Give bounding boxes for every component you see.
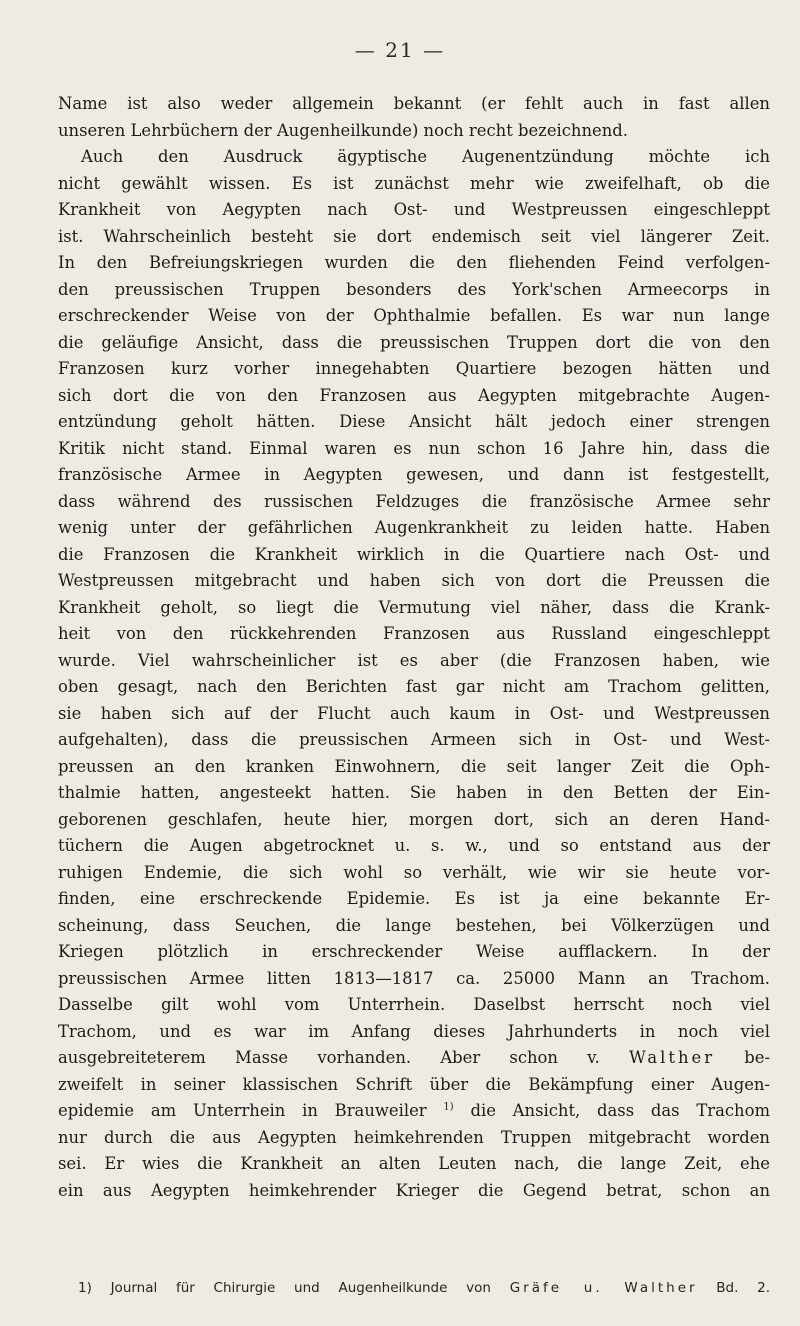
text-line: nicht gewählt wissen. Es ist zunächst mehr wie zweifelhaft, ob die xyxy=(58,173,770,193)
line-text: ausgebreiteterem Masse vorhanden. Aber schon v. xyxy=(58,1048,600,1067)
footnote xyxy=(78,1278,770,1298)
text-line: unseren Lehrbüchern der Augenheilkunde) noch recht bezeichnend. xyxy=(58,120,629,140)
text-line: sich dort die von den Franzosen aus Aegypten mitgebrachte Augen- xyxy=(58,385,770,405)
text-line: heit von den rückkehrenden Franzosen aus Russland eingeschleppt xyxy=(58,624,770,643)
text-line: erschreckender Weise von der Ophthalmie befallen. Es war nun lange xyxy=(58,306,770,325)
text-line: Dasselbe gilt wohl vom Unterrhein. Daselbst herrscht noch viel xyxy=(58,995,770,1014)
text-line: zweifelt in seiner klassischen Schrift über die Bekämpfung einer Augen- xyxy=(58,1074,770,1094)
text-line: thalmie hatten, angesteekt hatten. Sie haben in den Betten der Ein- xyxy=(58,783,770,802)
text-line: französische Armee in Aegypten gewesen, und dann ist festgestellt, xyxy=(58,465,770,484)
text-line: Trachom, und es war im Anfang dieses Jahrhunderts in noch viel xyxy=(58,1021,770,1041)
text-line-with-author xyxy=(58,1045,770,1072)
text-line: Franzosen kurz vorher innegehabten Quartiere bezogen hätten und xyxy=(58,359,770,378)
text-line: entzündung geholt hätten. Diese Ansicht hält jedoch einer strengen xyxy=(58,412,770,431)
text-line: Kriegen plötzlich in erschreckender Weise aufflackern. In der xyxy=(58,942,770,961)
author-name: Walther xyxy=(628,1048,716,1067)
text-line: preussischen Armee litten 1813—1817 ca. 25000 Mann an Trachom. xyxy=(58,968,770,988)
text-line: tüchern die Augen abgetrocknet u. s. w., und so entstand aus der xyxy=(58,836,770,855)
text-line: Krankheit geholt, so liegt die Vermutung viel näher, dass die Krank- xyxy=(58,597,770,617)
text-line: ist. Wahrscheinlich besteht sie dort endemisch seit viel längerer Zeit. xyxy=(58,226,770,246)
line-text: epidemie am Unterrhein in Brauweiler xyxy=(58,1101,427,1120)
text-line: finden, eine erschreckende Epidemie. Es ist ja eine bekannte Er- xyxy=(58,889,770,908)
text-line: dass während des russischen Feldzuges die französische Armee sehr xyxy=(58,491,770,511)
text-line: Name ist also weder allgemein bekannt (er fehlt auch in fast allen xyxy=(58,94,770,113)
footnote-text: 1) Journal für Chirurgie und Augenheilkunde von xyxy=(78,1280,491,1296)
footnote-tail: Bd. 2. xyxy=(716,1280,771,1296)
text-line: In den Befreiungskriegen wurden die den fliehenden Feind verfolgen- xyxy=(58,253,770,272)
text-line: Auch den Ausdruck ägyptische Augenentzündung möchte ich xyxy=(81,147,770,166)
line-text: die Ansicht, dass das Trachom xyxy=(470,1101,771,1120)
text-line: wenig unter der gefährlichen Augenkrankheit zu leiden hatte. Haben xyxy=(58,518,770,537)
text-line: die geläufige Ansicht, dass die preussischen Truppen dort die von den xyxy=(58,332,770,352)
text-line: scheinung, dass Seuchen, die lange bestehen, bei Völkerzügen und xyxy=(58,915,770,935)
text-line: ruhigen Endemie, die sich wohl so verhält, wie wir sie heute vor- xyxy=(58,862,770,882)
text-line: Krankheit von Aegypten nach Ost- und Westpreussen eingeschleppt xyxy=(58,200,770,219)
footnote-reference: 1) xyxy=(443,1101,454,1113)
text-line: sie haben sich auf der Flucht auch kaum in Ost- und Westpreussen xyxy=(58,703,770,723)
text-line: Westpreussen mitgebracht und haben sich von dort die Preussen die xyxy=(58,571,770,590)
text-line: Kritik nicht stand. Einmal waren es nun schon 16 Jahre hin, dass die xyxy=(58,438,770,458)
line-text: be- xyxy=(744,1048,771,1067)
text-line: sei. Er wies die Krankheit an alten Leuten nach, die lange Zeit, ehe xyxy=(58,1154,770,1173)
page-number: — 21 — xyxy=(354,38,446,62)
text-line: geborenen geschlafen, heute hier, morgen dort, sich an deren Hand- xyxy=(58,809,770,829)
body-text xyxy=(58,91,770,1204)
text-line: aufgehalten), dass die preussischen Armeen sich in Ost- und West- xyxy=(58,730,770,749)
footnote-authors: Gräfe u. Walther xyxy=(509,1280,698,1296)
text-line: preussen an den kranken Einwohnern, die seit langer Zeit die Oph- xyxy=(58,756,770,776)
text-line: nur durch die aus Aegypten heimkehrenden Truppen mitgebracht worden xyxy=(58,1127,770,1147)
text-line: ein aus Aegypten heimkehrender Krieger die Gegend betrat, schon an xyxy=(58,1180,770,1200)
text-line: oben gesagt, nach den Berichten fast gar nicht am Trachom gelitten, xyxy=(58,677,770,696)
text-line-with-footnote-ref xyxy=(58,1098,770,1125)
text-line: den preussischen Truppen besonders des York'schen Armeecorps in xyxy=(58,279,770,299)
text-line: wurde. Viel wahrscheinlicher ist es aber (die Franzosen haben, wie xyxy=(58,650,770,670)
text-line: die Franzosen die Krankheit wirklich in die Quartiere nach Ost- und xyxy=(58,544,770,564)
